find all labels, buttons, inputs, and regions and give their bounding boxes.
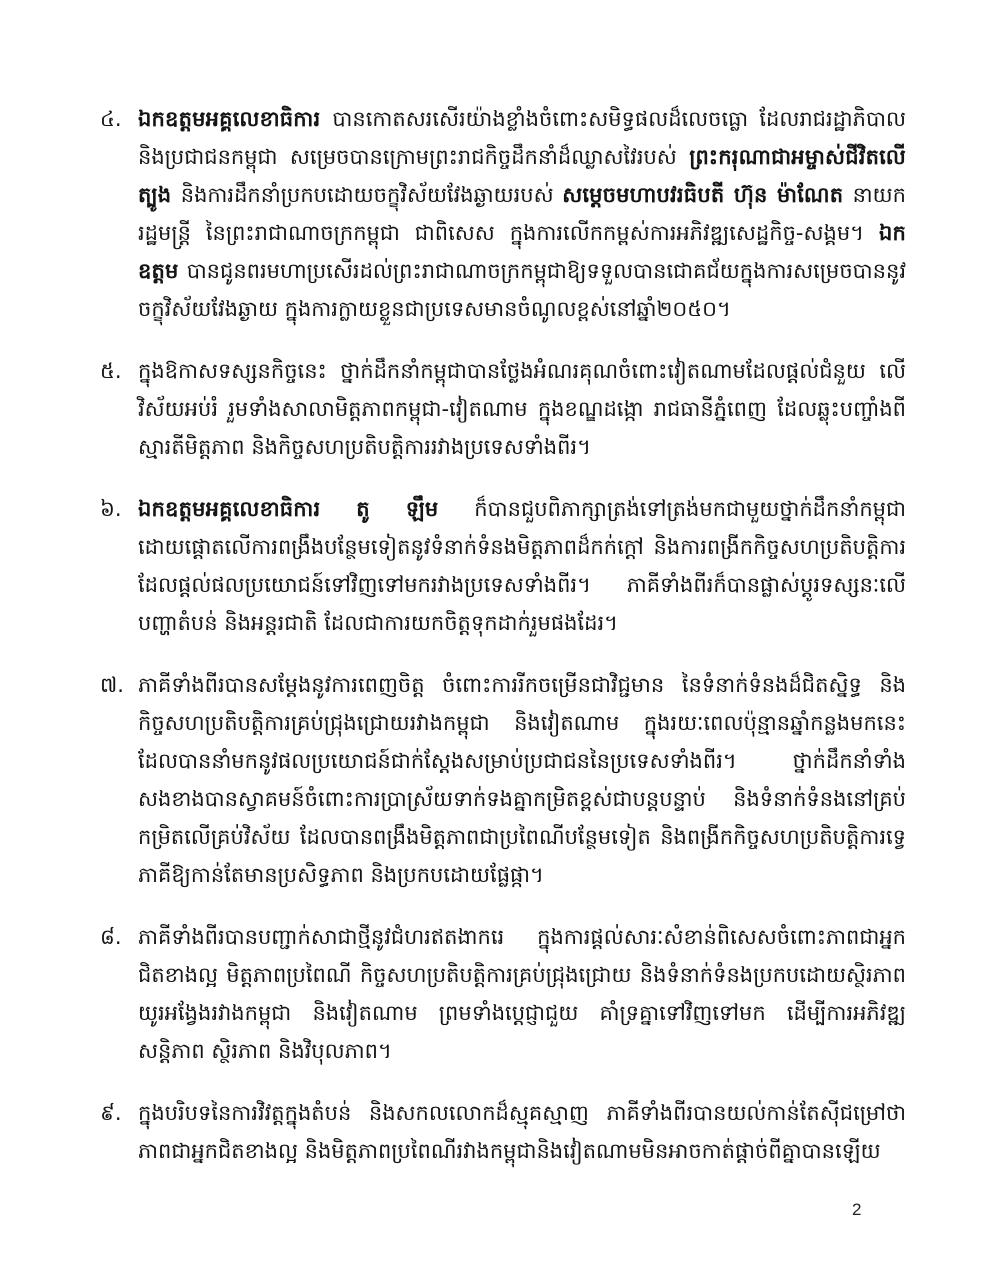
text-run-bold: សម្តេចមហាបវរធិបតី ហ៊ុន ម៉ាណែត: [562, 183, 853, 207]
text-run: ក៏បានជួបពិភាក្សាត្រង់ទៅត្រង់មកជាមួយថ្នាក់ដឹកនាំកម្ពុជា ដោយផ្តោតលើការពង្រឹងបន្ថែមទៀតនូវទំនាក់ទំនងមិត្តភាពដ៏កក់ក្តៅ និងការពង្រីកកិច្ចសហប្រតិបត្តិការ ដែលផ្តល់ផលប្រយោជន៍ទៅវិញទៅមករវាងប្រទេសទាំងពីរ។ ភាគីទាំងពីរក៏បានផ្លាស់ប្តូរទស្សនៈលើបញ្ហាតំបន់ និងអន្តរជាតិ ដែលជាការយកចិត្តទុកដាក់រួមផងដែរ។: [138, 497, 906, 635]
text-run: ក្នុងឱកាសទស្សនកិច្ចនេះ ថ្នាក់ដឹកនាំកម្ពុជាបានថ្លែងអំណរគុណចំពោះវៀតណាមដែលផ្តល់ជំនួយ លើវិស័យអប់រំ រួមទាំងសាលាមិត្តភាពកម្ពុជា-វៀតណាម ក្នុងខណ្ឌដង្កោ រាជធានីភ្នំពេញ ដែលឆ្លុះបញ្ចាំងពីស្មារតីមិត្តភាព និងកិច្ចសហប្រតិបត្តិការរវាងប្រទេសទាំងពីរ។: [138, 359, 906, 459]
paragraph-6: [100, 490, 906, 642]
paragraph-text: [138, 666, 906, 894]
page-number: 2: [852, 1200, 862, 1219]
text-run: ភាគីទាំងពីរបានបញ្ជាក់សាជាថ្មីនូវជំហរឥតងាករេ ក្នុងការផ្តល់សារៈសំខាន់ពិសេសចំពោះភាពជាអ្នកជិតខាងល្អ មិត្តភាពប្រពៃណី កិច្ចសហប្រតិបត្តិការគ្រប់ជ្រុងជ្រោយ និងទំនាក់ទំនងប្រកបដោយស្ថិរភាពយូរអង្វែងរវាងកម្ពុជា និងវៀតណាម ព្រមទាំងប្តេជ្ញាជួយ គាំទ្រគ្នាទៅវិញទៅមក ដើម្បីការអភិវឌ្ឍ សន្តិភាព ស្ថិរភាព និងវិបុលភាព។: [138, 925, 906, 1063]
paragraph-text: [138, 100, 906, 328]
document-body: [100, 100, 906, 1194]
paragraph-4: [100, 100, 906, 328]
list-number: ៦.: [100, 497, 122, 521]
paragraph-5: [100, 352, 906, 466]
list-number: ៤.: [100, 107, 122, 131]
text-run: ភាគីទាំងពីរបានសម្តែងនូវការពេញចិត្ត ចំពោះការរីកចម្រើនជាវិជ្ជមាន នៃទំនាក់ទំនងដ៏ជិតស្និទ្ធ និងកិច្ចសហប្រតិបត្តិការគ្រប់ជ្រុងជ្រោយរវាងកម្ពុជា និងវៀតណាម ក្នុងរយៈពេលប៉ុន្មានឆ្នាំកន្លងមកនេះ ដែលបាននាំមកនូវផលប្រយោជន៍ជាក់ស្តែងសម្រាប់ប្រជាជននៃប្រទេសទាំងពីរ។ ថ្នាក់ដឹកនាំទាំងសងខាងបានស្វាគមន៍ចំពោះការប្រាស្រ័យទាក់ទងគ្នាកម្រិតខ្ពស់ជាបន្តបន្ទាប់ និងទំនាក់ទំនងនៅគ្រប់កម្រិតលើគ្រប់វិស័យ ដែលបានពង្រឹងមិត្តភាពជាប្រពៃណីបន្ថែមទៀត និងពង្រីកកិច្ចសហប្រតិបត្តិការទ្វេភាគីឱ្យកាន់តែមានប្រសិទ្ធភាព និងប្រកបដោយផ្លែផ្កា។: [138, 673, 906, 887]
text-run-bold: ឯកឧត្តមអគ្គលេខាធិការ តូ ឡឹម: [138, 497, 475, 521]
list-number: ៨.: [100, 925, 122, 949]
paragraph-7: [100, 666, 906, 894]
text-run: បានកោតសរសើរយ៉ាងខ្លាំងចំពោះសមិទ្ធផលដ៏លេចធ្លោ ដែលរាជរដ្ឋាភិបាល និងប្រជាជនកម្ពុជា សម្រេចបានក្រោមព្រះរាជកិច្ចដឹកនាំដ៏ឈ្លាសវៃរបស់: [138, 107, 906, 169]
paragraph-8: [100, 918, 906, 1070]
paragraph-text: [138, 352, 906, 466]
text-run-bold: ឯកឧត្តម: [138, 221, 906, 283]
paragraph-9: [100, 1094, 906, 1170]
list-number: ៧.: [100, 673, 124, 697]
paragraph-text: [138, 1094, 906, 1170]
text-run-bold: ឯកឧត្តមអគ្គលេខាធិការ: [138, 107, 333, 131]
paragraph-text: [138, 490, 906, 642]
text-run: ក្នុងបរិបទនៃការវិវត្តក្នុងតំបន់ និងសកលលោកដ៏ស្មុគស្មាញ ភាគីទាំងពីរបានយល់កាន់តែស៊ីជម្រៅថា ភាពជាអ្នកជិតខាងល្អ និងមិត្តភាពប្រពៃណីរវាងកម្ពុជានិងវៀតណាមមិនអាចកាត់ផ្តាច់ពីគ្នាបានឡើយ: [138, 1101, 906, 1163]
text-run-bold: ព្រះករុណាជាអម្ចាស់ជីវិតលើត្បូង: [138, 145, 906, 207]
list-number: ៩.: [100, 1101, 122, 1125]
list-number: ៥.: [100, 359, 122, 383]
text-run: នាយករដ្ឋមន្ត្រី នៃព្រះរាជាណាចក្រកម្ពុជា ជាពិសេស ក្នុងការលើកកម្ពស់ការអភិវឌ្ឍសេដ្ឋកិច្ច-សង្គម។: [138, 183, 906, 245]
paragraph-text: [138, 918, 906, 1070]
text-run: និងការដឹកនាំប្រកបដោយចក្ខុវិស័យវែងឆ្ងាយរបស់: [180, 183, 563, 207]
text-run: បានជូនពរមហាប្រសើរដល់ព្រះរាជាណាចក្រកម្ពុជាឱ្យទទួលបានជោគជ័យក្នុងការសម្រេចបាននូវចក្ខុវិស័យវែងឆ្ងាយ ក្នុងការក្លាយខ្លួនជាប្រទេសមានចំណូលខ្ពស់នៅឆ្នាំ២០៥០។: [138, 259, 906, 321]
